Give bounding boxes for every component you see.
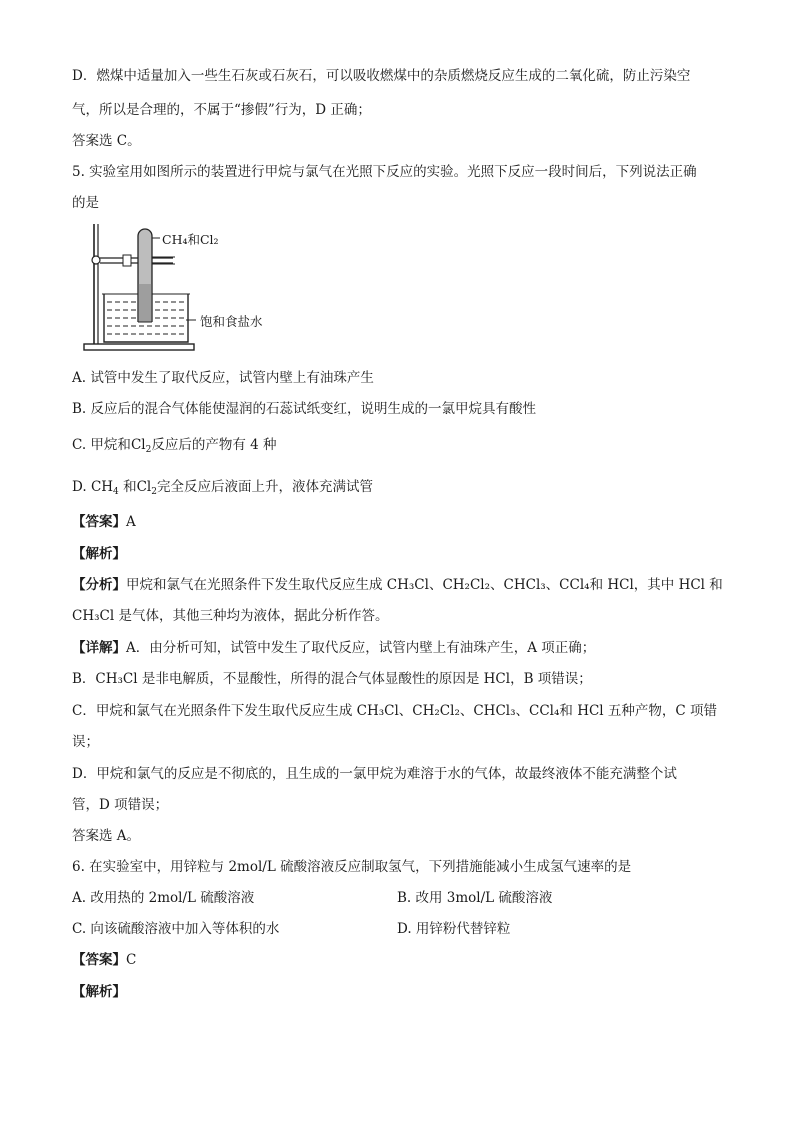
q6-stem: 6. 在实验室中，用锌粒与 2mol/L 硫酸溶液反应制取氢气，下列措施能减小生成氢气速率的是 bbox=[72, 859, 632, 875]
q5-option-d: D. $CH_4$ 和$Cl_2$完全反应后液面上升，液体充满试管 bbox=[72, 479, 373, 497]
q5-detail-d-line2: 管，D 项错误； bbox=[72, 797, 169, 813]
q6-analysis-tag: 【解析】 bbox=[72, 984, 126, 1000]
q5-fenxi-line2: CH₃Cl 是气体，其他三种均为液体，据此分析作答。 bbox=[72, 608, 389, 624]
q6-option-c: C. 向该硫酸溶液中加入等体积的水 bbox=[72, 921, 280, 937]
q5-answer: 【答案】A bbox=[72, 514, 136, 530]
q4-answer: 答案选 C。 bbox=[72, 133, 141, 149]
q5-detail-c-line1: C．甲烷和氯气在光照条件下发生取代反应生成 CH₃Cl、CH₂Cl₂、CHCl₃、CCl₄和 HCl 五种产物，C 项错 bbox=[72, 703, 718, 719]
q4-option-d-line2: 气，所以是合理的，不属于“掺假”行为，D 正确； bbox=[72, 102, 371, 118]
q6-option-a: A. 改用热的 2mol/L 硫酸溶液 bbox=[72, 890, 255, 906]
gas-label: CH₄和Cl₂ bbox=[162, 232, 219, 247]
q5-apparatus-figure bbox=[78, 222, 298, 358]
q5-option-c: C. 甲烷和$Cl_2$反应后的产物有 4 种 bbox=[72, 437, 277, 455]
q5-option-a: A. 试管中发生了取代反应，试管内壁上有油珠产生 bbox=[72, 370, 374, 386]
q5-fenxi-line1: 【分析】甲烷和氯气在光照条件下发生取代反应生成 CH₃Cl、CH₂Cl₂、CHCl₃、CCl₄和 HCl，其中 HCl 和 bbox=[72, 577, 723, 593]
q5-stem-line1: 5. 实验室用如图所示的装置进行甲烷与氯气在光照下反应的实验。光照下反应一段时间后，下列说法正确 bbox=[72, 164, 697, 180]
q5-detail-c-line2: 误； bbox=[72, 734, 99, 750]
q5-stem-line2: 的是 bbox=[72, 195, 99, 211]
q5-detail-a: 【详解】A．由分析可知，试管中发生了取代反应，试管内壁上有油珠产生，A 项正确； bbox=[72, 640, 596, 656]
q5-detail-d-line1: D．甲烷和氯气的反应是不彻底的，且生成的一氯甲烷为难溶于水的气体，故最终液体不能充满整个试 bbox=[72, 766, 677, 782]
q5-detail-b: B．CH₃Cl 是非电解质，不显酸性，所得的混合气体显酸性的原因是 HCl，B 项错误； bbox=[72, 671, 592, 687]
q6-option-d: D. 用锌粉代替锌粒 bbox=[397, 921, 511, 937]
q4-option-d-line1: D．燃煤中适量加入一些生石灰或石灰石，可以吸收燃煤中的杂质燃烧反应生成的二氧化硫，防止污染空 bbox=[72, 68, 691, 84]
q5-analysis-tag: 【解析】 bbox=[72, 546, 126, 562]
liquid-label: 饱和食盐水 bbox=[200, 314, 263, 329]
q6-answer: 【答案】C bbox=[72, 952, 137, 968]
q6-option-b: B. 改用 3mol/L 硫酸溶液 bbox=[397, 890, 553, 906]
q5-option-b: B. 反应后的混合气体能使湿润的石蕊试纸变红，说明生成的一氯甲烷具有酸性 bbox=[72, 401, 537, 417]
q5-answer-final: 答案选 A。 bbox=[72, 828, 141, 844]
